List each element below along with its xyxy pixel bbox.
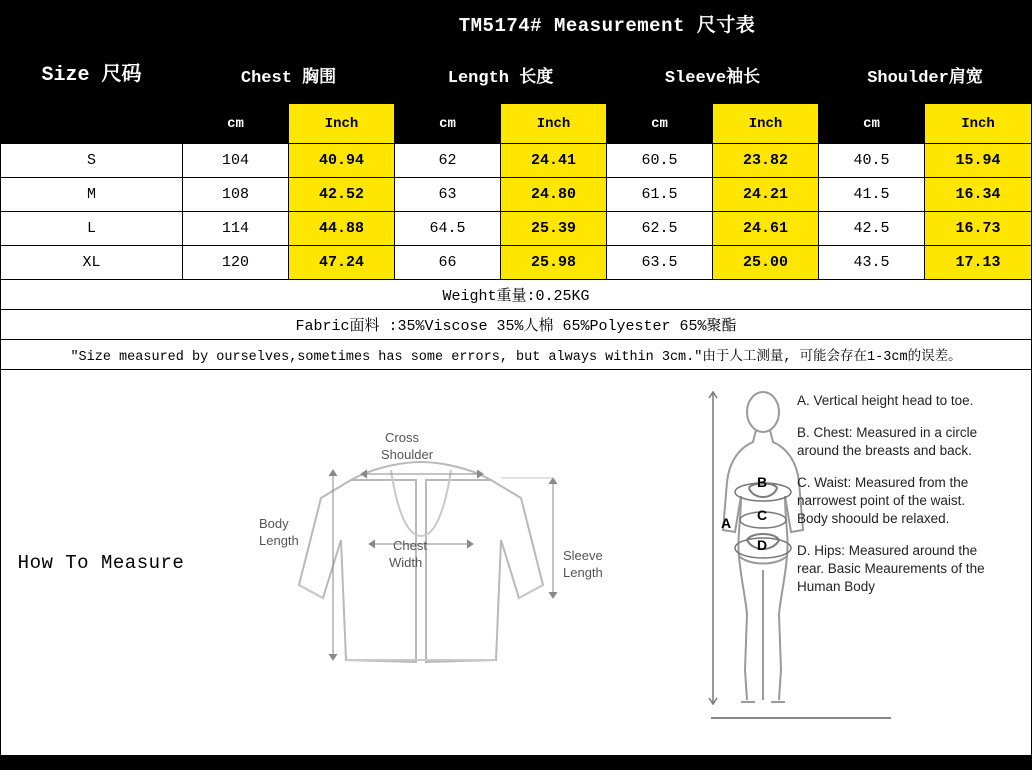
cell-shoulder-cm: 40.5: [819, 144, 925, 178]
table-row: [1, 212, 1032, 246]
unit-chest-inch: Inch: [289, 104, 395, 144]
table-row: [1, 144, 1032, 178]
label-chest-width-line2: Width: [389, 555, 423, 570]
unit-shoulder-inch: Inch: [925, 104, 1032, 144]
cell-length-cm: 64.5: [395, 212, 501, 246]
cell-sleeve-inch: 24.21: [713, 178, 819, 212]
cell-chest-cm: 108: [183, 178, 289, 212]
body-note-c: C. Waist: Measured from the narrowest point of the waist. Body shoould be relaxed.: [797, 474, 969, 526]
cell-sleeve-cm: 62.5: [607, 212, 713, 246]
group-sleeve: Sleeve袖长: [607, 46, 819, 104]
group-length: Length 长度: [395, 46, 607, 104]
marker-a: A: [721, 515, 732, 531]
unit-sleeve-cm: cm: [607, 104, 713, 144]
cell-length-cm: 66: [395, 246, 501, 280]
cell-chest-inch: 40.94: [289, 144, 395, 178]
fabric-row: [1, 310, 1032, 340]
group-chest: Chest 胸围: [183, 46, 395, 104]
weight-row: [1, 280, 1032, 310]
disclaimer-row: [1, 340, 1032, 370]
cell-shoulder-inch: 16.73: [925, 212, 1032, 246]
cell-sleeve-cm: 60.5: [607, 144, 713, 178]
unit-length-inch: Inch: [501, 104, 607, 144]
cell-sleeve-inch: 25.00: [713, 246, 819, 280]
how-to-measure-label: How To Measure: [17, 551, 185, 574]
cell-chest-cm: 114: [183, 212, 289, 246]
cell-shoulder-inch: 17.13: [925, 246, 1032, 280]
cell-length-inch: 25.98: [501, 246, 607, 280]
table-title-row: [1, 1, 1032, 46]
body-notes: [797, 392, 987, 610]
cell-length-inch: 25.39: [501, 212, 607, 246]
label-sleeve-length-line2: Length: [563, 565, 603, 580]
body-note-a: A. Vertical height head to toe.: [797, 393, 974, 408]
cell-shoulder-inch: 16.34: [925, 178, 1032, 212]
group-shoulder: Shoulder肩宽: [819, 46, 1032, 104]
label-body-length-line2: Length: [259, 533, 299, 548]
row-size-label: XL: [1, 246, 183, 280]
unit-length-cm: cm: [395, 104, 501, 144]
row-size-label: L: [1, 212, 183, 246]
cell-length-cm: 62: [395, 144, 501, 178]
disclaimer-text: ″Size measured by ourselves,sometimes has some errors, but always within 3cm.″由于人工测量, 可能会存在1-3cm的误差。: [1, 340, 1032, 370]
cell-length-inch: 24.80: [501, 178, 607, 212]
label-body-length-line1: Body: [259, 516, 289, 531]
table-row: [1, 178, 1032, 212]
cell-shoulder-cm: 42.5: [819, 212, 925, 246]
body-note-d: D. Hips: Measured around the rear. Basic Meaurements of the Human Body: [797, 542, 985, 594]
cell-chest-inch: 44.88: [289, 212, 395, 246]
cell-sleeve-inch: 23.82: [713, 144, 819, 178]
label-cross-shoulder-line2: Shoulder: [381, 447, 434, 462]
fabric-text: Fabric面料 :35%Viscose 35%人棉 65%Polyester 65%聚酯: [1, 310, 1032, 340]
body-diagram: [701, 370, 1031, 755]
cell-sleeve-inch: 24.61: [713, 212, 819, 246]
cell-chest-cm: 120: [183, 246, 289, 280]
table-title: TM5174# Measurement 尺寸表: [183, 1, 1032, 46]
weight-text: Weight重量:0.25KG: [1, 280, 1032, 310]
body-note-b: B. Chest: Measured in a circle around the breasts and back.: [797, 424, 978, 458]
marker-d: D: [757, 537, 768, 553]
unit-shoulder-cm: cm: [819, 104, 925, 144]
marker-b: B: [757, 474, 768, 490]
cell-shoulder-cm: 43.5: [819, 246, 925, 280]
row-size-label: M: [1, 178, 183, 212]
label-chest-width-line1: Chest: [393, 538, 427, 553]
cell-shoulder-inch: 15.94: [925, 144, 1032, 178]
unit-chest-cm: cm: [183, 104, 289, 144]
cell-chest-inch: 47.24: [289, 246, 395, 280]
cell-chest-cm: 104: [183, 144, 289, 178]
garment-diagram: [201, 370, 701, 755]
label-cross-shoulder-line1: Cross: [385, 430, 419, 445]
marker-c: C: [757, 507, 768, 523]
cell-length-inch: 24.41: [501, 144, 607, 178]
measurement-table: [0, 0, 1032, 370]
unit-sleeve-inch: Inch: [713, 104, 819, 144]
table-row: [1, 246, 1032, 280]
cell-shoulder-cm: 41.5: [819, 178, 925, 212]
size-header-cell: Size 尺码: [1, 1, 183, 144]
how-to-measure-section: [0, 370, 1032, 756]
cell-chest-inch: 42.52: [289, 178, 395, 212]
cell-sleeve-cm: 61.5: [607, 178, 713, 212]
row-size-label: S: [1, 144, 183, 178]
cell-sleeve-cm: 63.5: [607, 246, 713, 280]
label-sleeve-length-line1: Sleeve: [563, 548, 603, 563]
garment-svg: [201, 370, 701, 756]
cell-length-cm: 63: [395, 178, 501, 212]
